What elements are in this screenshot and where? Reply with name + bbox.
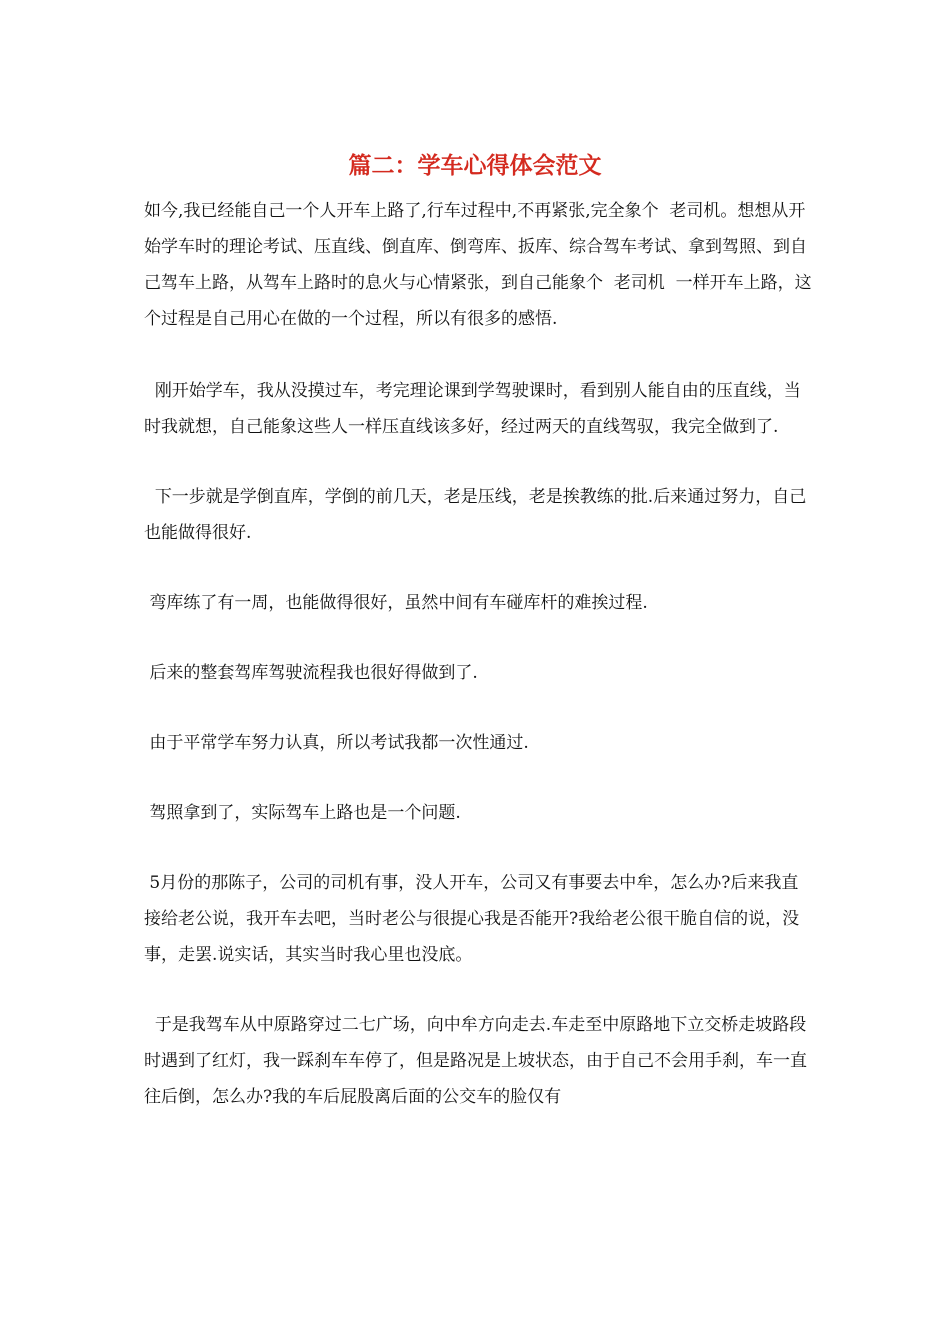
paragraph-license: 驾照拿到了，实际驾车上路也是一个问题.	[144, 803, 461, 823]
document-body	[144, 193, 812, 1149]
paragraph-straight-line: 刚开始学车，我从没摸过车，考完理论课到学驾驶课时，看到别人能自由的压直线，当时我就想，自己能象这些人一样压直线该多好，经过两天的直线驾驭，我完全做到了.	[144, 381, 801, 437]
paragraph-curve-parking: 弯库练了有一周，也能做得很好，虽然中间有车碰库杆的难挨过程.	[144, 593, 648, 613]
paragraph-intro: 如今,我已经能自己一个人开车上路了,行车过程中,不再紧张,完全象个 老司机。想想从开始学车时的理论考试、压直线、倒直库、倒弯库、扳库、综合驾车考试、拿到驾照、到自己驾车上路，从驾车上路时的息火与心情紧张，到自己能象个 老司机 一样开车上路，这个过程是自己用心在做的一个过程，所以有很多的感悟.	[144, 201, 812, 329]
paragraph-reverse-parking: 下一步就是学倒直库，学倒的前几天，老是压线，老是挨教练的批.后来通过努力，自己也能做得很好.	[144, 487, 807, 543]
document-title: 篇二：学车心得体会范文	[348, 152, 602, 179]
paragraph-full-routine: 后来的整套驾库驾驶流程我也很好得做到了.	[144, 663, 478, 683]
paragraph-uphill: 于是我驾车从中原路穿过二七广场，向中牟方向走去.车走至中原路地下立交桥走坡路段时遇到了红灯，我一踩刹车车停了，但是路况是上坡状态，由于自己不会用手刹，车一直往后倒，怎么办?我的车后屁股离后面的公交车的脸仅有	[144, 1015, 807, 1107]
paragraph-exam: 由于平常学车努力认真，所以考试我都一次性通过.	[144, 733, 529, 753]
paragraph-may-trip: 5月份的那陈子，公司的司机有事，没人开车，公司又有事要去中牟，怎么办?后来我直接给老公说，我开车去吧，当时老公与很提心我是否能开?我给老公很干脆自信的说，没事，走罢.说实话，其实当时我心里也没底。	[144, 873, 800, 965]
